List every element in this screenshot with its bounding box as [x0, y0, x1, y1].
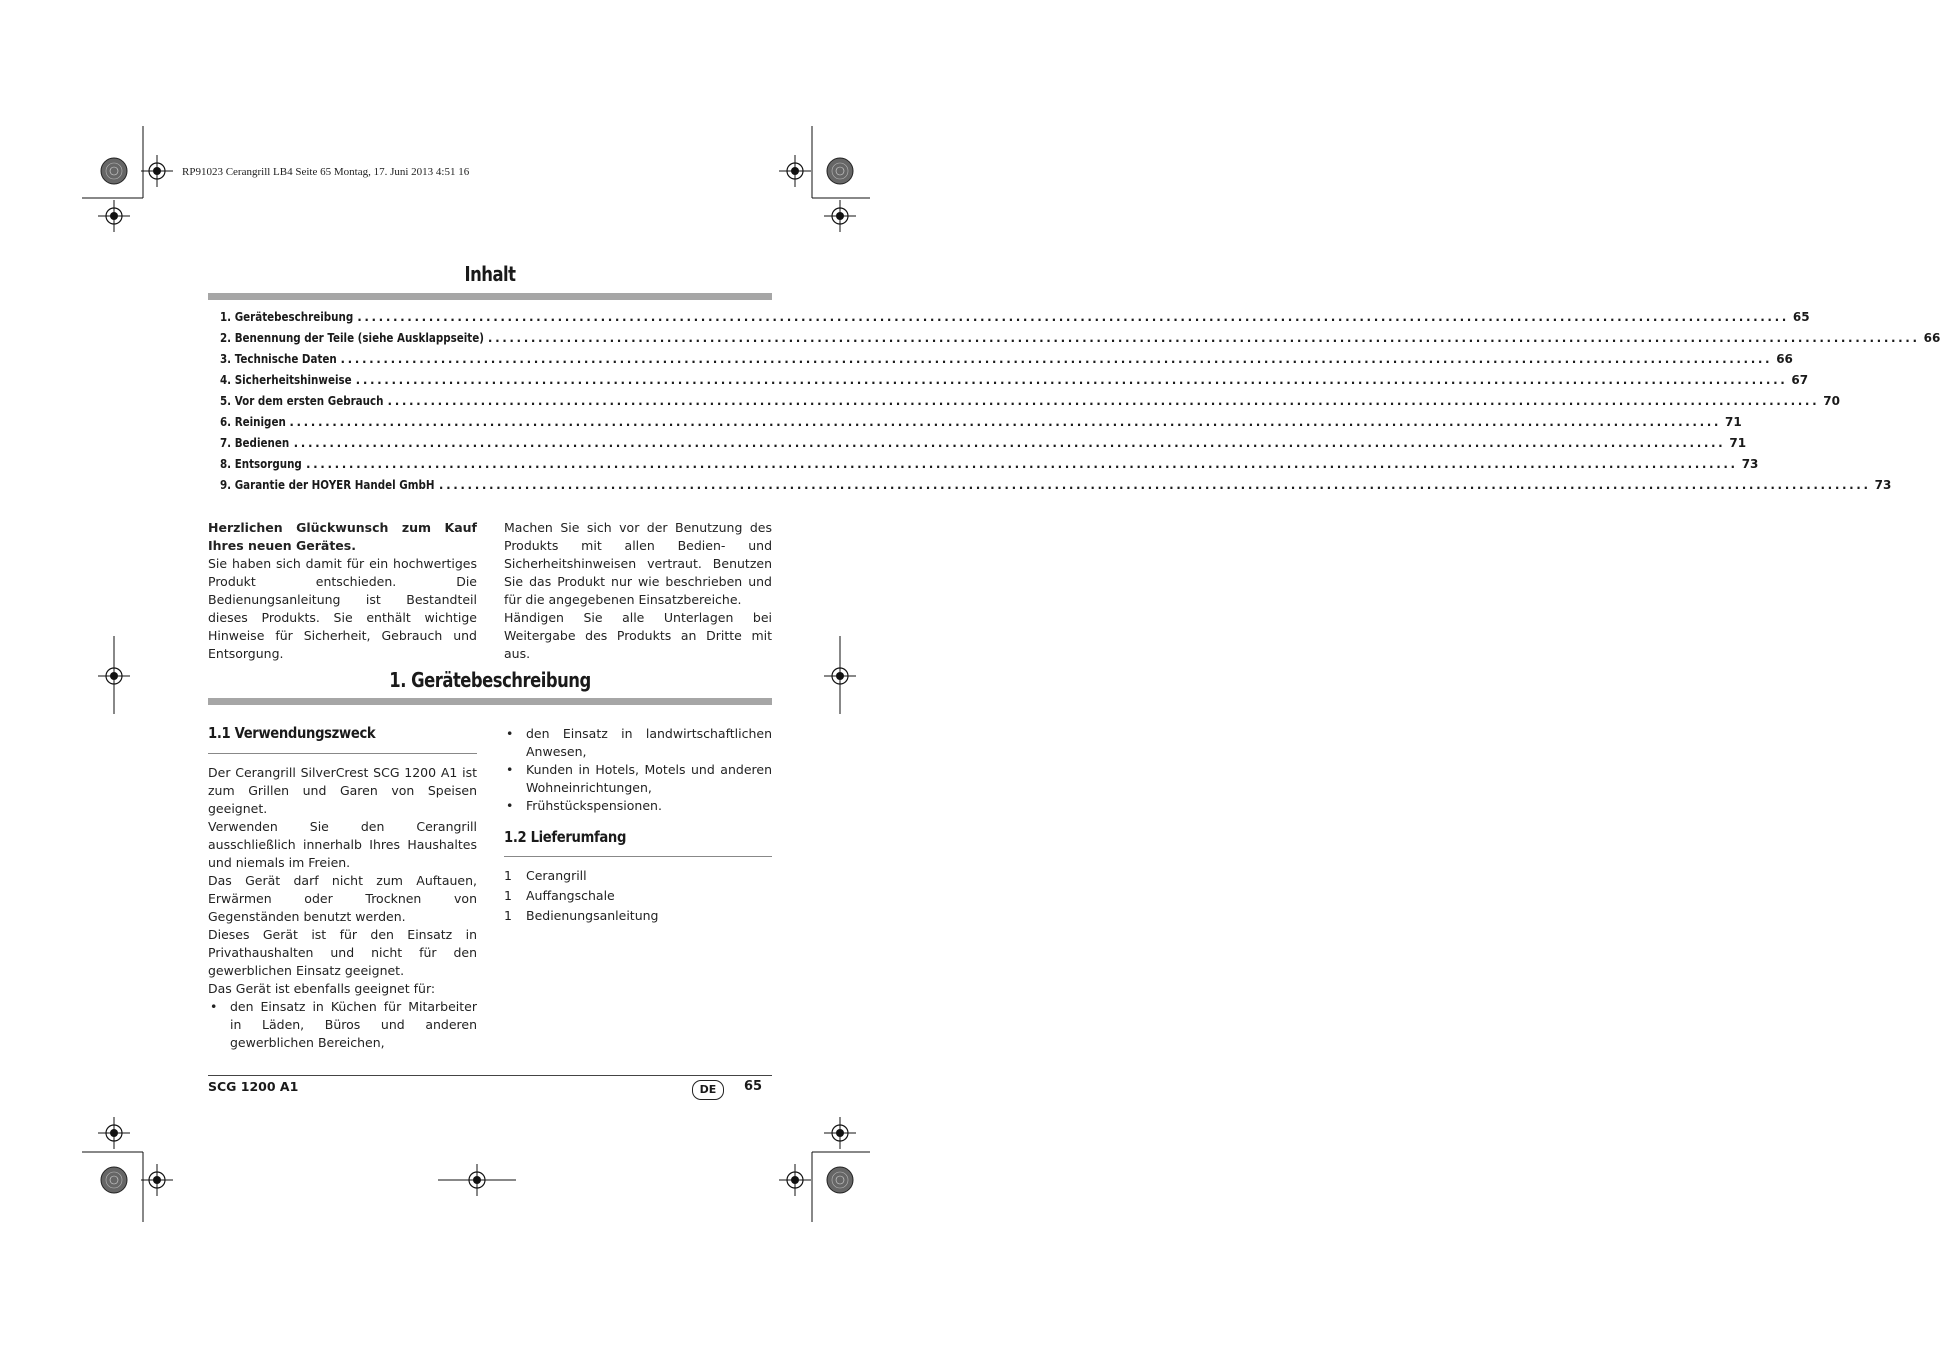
toc-row	[220, 352, 1793, 373]
toc-page: 67	[1791, 373, 1809, 387]
intro-right-text-1: Machen Sie sich vor der Benutzung des Produkts mit allen Bedien- und Sicherheitshinweisen vertraut. Benutzen Sie das Produkt nur wie beschrieben und für die angegebenen Einsatzbereiche.	[504, 520, 772, 607]
sub1-title: 1.1 Verwendungszweck	[208, 724, 376, 742]
toc-page: 66	[1776, 352, 1793, 366]
page-number: 65	[744, 1079, 763, 1094]
bullet-list-right	[504, 725, 772, 815]
toc-label: 9. Garantie der HOYER Handel GmbH	[220, 478, 435, 492]
contents-bar	[208, 293, 772, 300]
toc-label: 5. Vor dem ersten Gebrauch	[220, 394, 384, 408]
toc-row	[220, 478, 1892, 499]
toc-label: 3. Technische Daten	[220, 352, 337, 366]
toc-page: 65	[1792, 310, 1810, 324]
toc-leader: ........................................................................................................................................................................................................	[355, 373, 1788, 387]
sub1-rule	[208, 753, 477, 754]
toc-page: 73	[1874, 478, 1892, 492]
sub1-p2: Verwenden Sie den Cerangrill ausschließlich innerhalb Ihres Haushaltes und niemals im Freien.	[208, 819, 477, 870]
toc-leader: ........................................................................................................................................................................................................	[293, 436, 1726, 450]
contents-title: Inhalt	[464, 262, 516, 286]
sub1-body	[208, 764, 477, 1052]
language-badge: DE	[692, 1080, 724, 1100]
sub1-p4: Dieses Gerät ist für den Einsatz in Privathaushalten und nicht für den gewerblichen Einsatz geeignet.	[208, 927, 477, 978]
toc-leader: ........................................................................................................................................................................................................	[305, 457, 1738, 471]
bullet-list-right-block	[504, 725, 772, 815]
toc-label: 2. Benennung der Teile (siehe Ausklappseite)	[220, 331, 484, 345]
toc-leader: ........................................................................................................................................................................................................	[387, 394, 1820, 408]
list-item: • den Einsatz in Küchen für Mitarbeiter in Läden, Büros und anderen gewerblichen Bereichen,	[208, 998, 477, 1052]
toc-label: 6. Reinigen	[220, 415, 286, 429]
toc-page: 71	[1729, 436, 1747, 450]
list-item: 1 Bedienungsanleitung	[504, 908, 659, 923]
toc-leader: ........................................................................................................................................................................................................	[357, 310, 1789, 324]
toc-leader: ........................................................................................................................................................................................................	[438, 478, 1871, 492]
intro-right-column	[504, 519, 772, 663]
intro-heading: Herzlichen Glückwunsch zum Kauf Ihres neuen Gerätes.	[208, 520, 477, 553]
list-item: • den Einsatz in landwirtschaftlichen Anwesen,	[504, 725, 772, 761]
toc-page: 70	[1823, 394, 1840, 408]
table-of-contents	[220, 310, 1940, 499]
intro-left-text: Sie haben sich damit für ein hochwertiges Produkt entschieden. Die Bedienungsanleitung ist Bestandteil dieses Produkts. Sie enthält wichtige Hinweise für Sicherheit, Gebrauch und Entsorgung.	[208, 556, 477, 661]
list-item: • Kunden in Hotels, Motels und anderen Wohneinrichtungen,	[504, 761, 772, 797]
toc-page: 71	[1725, 415, 1742, 429]
list-item: • Frühstückspensionen.	[504, 797, 772, 815]
bullet-list-left	[208, 998, 477, 1052]
toc-label: 7. Bedienen	[220, 436, 290, 450]
list-item: 1 Cerangrill	[504, 868, 587, 883]
footer-rule	[208, 1075, 772, 1076]
sub2-heading-block	[504, 828, 772, 846]
sub1-p3: Das Gerät darf nicht zum Auftauen, Erwärmen oder Trocknen von Gegenständen benutzt werden.	[208, 873, 477, 924]
toc-row	[220, 436, 1747, 457]
toc-label: 4. Sicherheitshinweise	[220, 373, 352, 387]
toc-row	[220, 415, 1742, 436]
toc-row	[220, 394, 1840, 415]
toc-page: 66	[1923, 331, 1940, 345]
toc-label: 8. Entsorgung	[220, 457, 302, 471]
toc-leader: ........................................................................................................................................................................................................	[340, 352, 1773, 366]
sub1-p1: Der Cerangrill SilverCrest SCG 1200 A1 ist zum Grillen und Garen von Speisen geeignet.	[208, 765, 477, 816]
toc-label: 1. Gerätebeschreibung	[220, 310, 354, 324]
sub1-heading-block	[208, 724, 477, 742]
section1-bar	[208, 698, 772, 705]
toc-row	[220, 331, 1940, 352]
sub2-rule	[504, 856, 772, 857]
footer-model: SCG 1200 A1	[208, 1079, 299, 1094]
toc-row	[220, 457, 1759, 478]
toc-page: 73	[1741, 457, 1759, 471]
delivery-list	[504, 867, 772, 927]
sub1-p5: Das Gerät ist ebenfalls geeignet für:	[208, 981, 436, 996]
toc-row	[220, 373, 1809, 394]
toc-leader: ........................................................................................................................................................................................................	[289, 415, 1722, 429]
sub2-title: 1.2 Lieferumfang	[504, 828, 627, 846]
toc-row	[220, 310, 1810, 331]
intro-right-text-2: Händigen Sie alle Unterlagen bei Weitergabe des Produkts an Dritte mit aus.	[504, 610, 772, 661]
section1-title: 1. Gerätebeschreibung	[389, 668, 591, 692]
intro-left-column	[208, 519, 477, 663]
list-item: 1 Auffangschale	[504, 888, 615, 903]
toc-leader: ........................................................................................................................................................................................................	[487, 331, 1920, 345]
print-slug: RP91023 Cerangrill LB4 Seite 65 Montag, 17. Juni 2013 4:51 16	[182, 166, 470, 178]
